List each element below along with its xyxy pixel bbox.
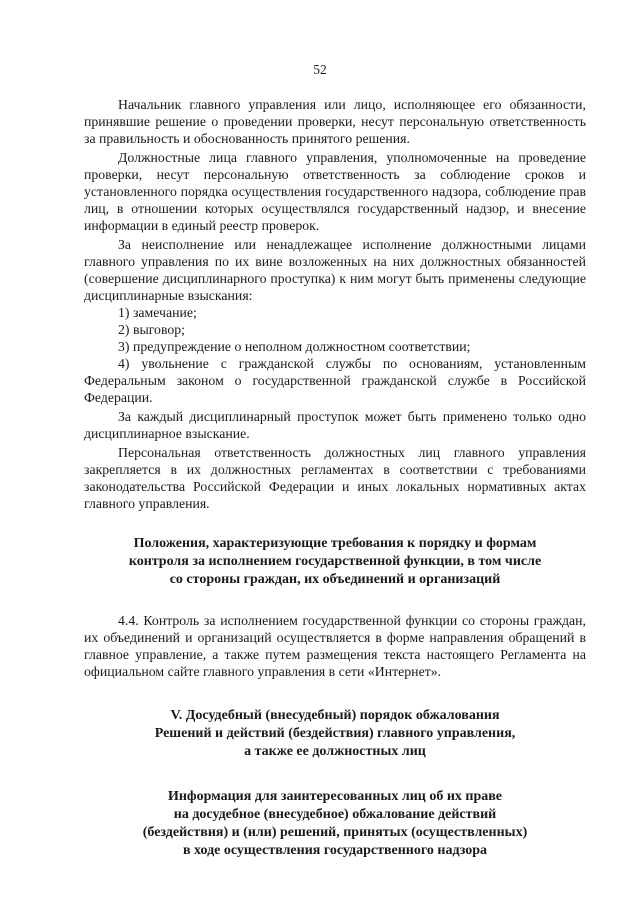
list-item: 2) выговор; bbox=[118, 322, 185, 337]
paragraph-responsibility-officials: Должностные лица главного управления, уполномоченные на проведение проверки, несут персональную ответственность за соблюдение сроков и установленного порядка осуществления государственного надзора, соблюдение прав лиц, в отношении которых осуществлялся государственный надзор, и внесение информации в единый реестр проверок. bbox=[84, 150, 586, 233]
heading-line: со стороны граждан, их объединений и организаций bbox=[169, 572, 501, 587]
heading-line: на досудебное (внесудебное) обжалование действий bbox=[173, 807, 497, 822]
heading-line: Информация для заинтересованных лиц об их праве bbox=[167, 789, 503, 804]
paragraph-4-4: 4.4. Контроль за исполнением государственной функции со стороны граждан, их объединений и организаций осуществляется в форме направления обращений в главное управление, а также путем размещения текста настоящего Регламента на официальном сайте главного управления в сети «Интернет». bbox=[84, 613, 586, 679]
paragraph-responsibility-head: Начальник главного управления или лицо, исполняющее его обязанности, принявшие решение о проведении проверки, несут персональную ответственность за правильность и обоснованность принятого решения. bbox=[84, 97, 586, 146]
page-number: 52 bbox=[313, 62, 327, 77]
chapter-heading-appeal-procedure bbox=[84, 707, 586, 761]
paragraph-one-penalty: За каждый дисциплинарный проступок может быть применено только одно дисциплинарное взыскание. bbox=[84, 409, 586, 441]
section-heading-appeal-rights-info bbox=[84, 788, 586, 860]
heading-line: Решений и действий (бездействия) главного управления, bbox=[154, 726, 516, 741]
section-heading-control-requirements bbox=[84, 535, 586, 589]
list-item: 1) замечание; bbox=[118, 305, 197, 320]
heading-line: контроля за исполнением государственной функции, в том числе bbox=[128, 554, 542, 569]
paragraph-disciplinary-intro: За неисполнение или ненадлежащее исполнение должностными лицами главного управления по их вине возложенных на них должностных обязанностей (совершение дисциплинарного проступка) к ним могут быть применены следующие дисциплинарные взыскания: bbox=[84, 237, 586, 303]
heading-line: (бездействия) и (или) решений, принятых (осуществленных) bbox=[142, 825, 528, 840]
heading-line: а также ее должностных лиц bbox=[244, 744, 426, 759]
heading-line: Положения, характеризующие требования к порядку и формам bbox=[133, 536, 537, 551]
heading-line: в ходе осуществления государственного надзора bbox=[182, 843, 488, 858]
disciplinary-list bbox=[84, 304, 586, 406]
paragraph-personal-responsibility: Персональная ответственность должностных лиц главного управления закрепляется в их должностных регламентах в соответствии с требованиями законодательства Российской Федерации и иных локальных нормативных актах главного управления. bbox=[84, 445, 586, 511]
list-item: 3) предупреждение о неполном должностном соответствии; bbox=[118, 339, 471, 354]
list-item: 4) увольнение с гражданской службы по основаниям, установленным Федеральным законом о государственной гражданской службе в Российской Федерации. bbox=[84, 356, 586, 405]
document-body bbox=[84, 96, 586, 860]
heading-line: V. Досудебный (внесудебный) порядок обжалования bbox=[170, 708, 500, 723]
